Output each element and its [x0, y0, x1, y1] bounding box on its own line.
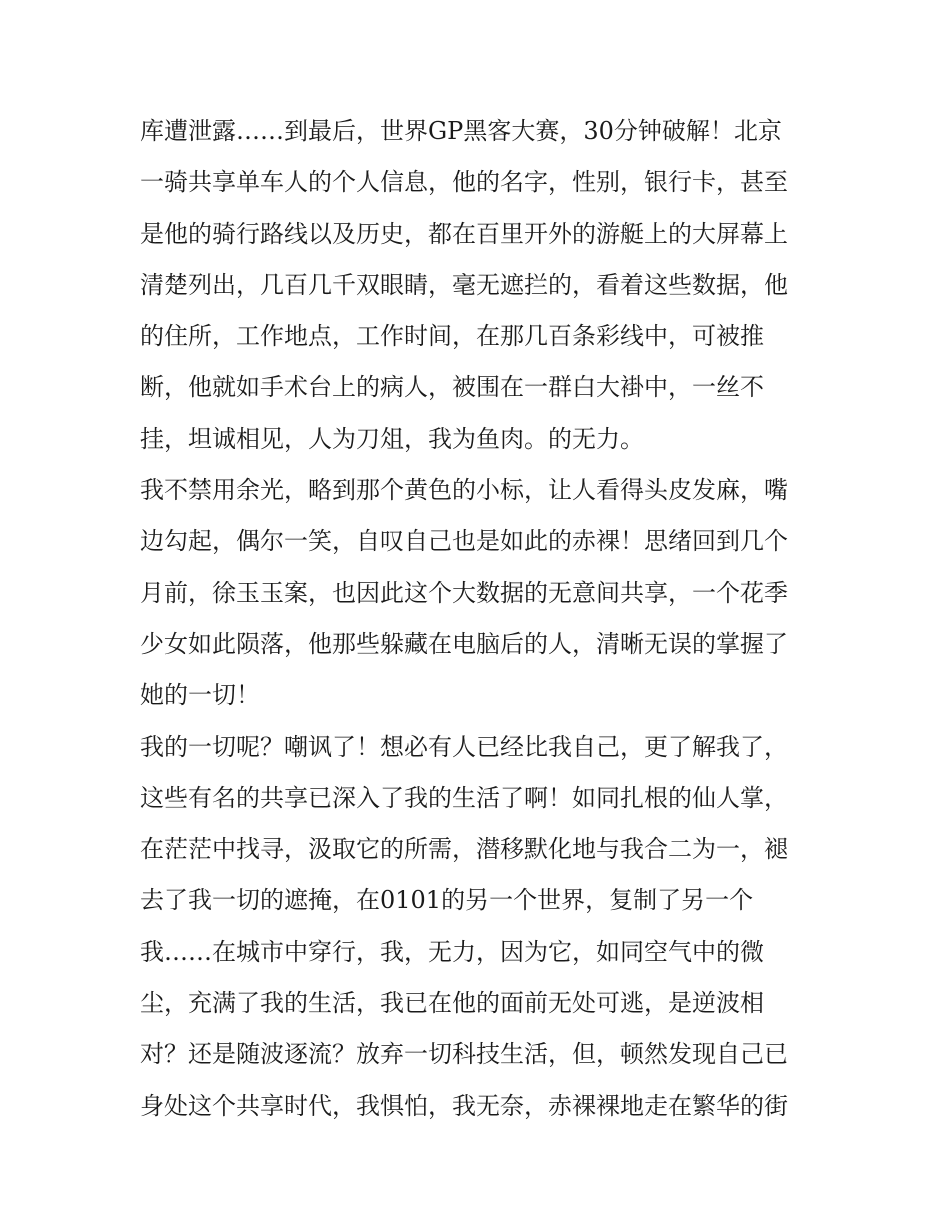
- text-line: 我……在城市中穿行，我，无力，因为它，如同空气中的微: [140, 937, 764, 966]
- text-line: 是他的骑行路线以及历史，都在百里开外的游艇上的大屏幕上: [140, 219, 788, 248]
- text-line: 断，他就如手术台上的病人，被围在一群白大褂中，一丝不: [140, 373, 764, 402]
- text-line: 少女如此陨落，他那些躲藏在电脑后的人，清晰无误的掌握了: [140, 629, 788, 658]
- text-line: 在茫茫中找寻，汲取它的所需，潜移默化地与我合二为一，褪: [140, 835, 788, 864]
- text-line: 尘，充满了我的生活，我已在他的面前无处可逃，是逆波相: [140, 989, 764, 1018]
- text-line: 她的一切！: [140, 681, 260, 710]
- text-line: 我不禁用余光，略到那个黄色的小标，让人看得头皮发麻，嘴: [140, 476, 788, 505]
- text-line: 边勾起，偶尔一笑，自叹自己也是如此的赤裸！思绪回到几个: [140, 527, 788, 556]
- text-line: 挂，坦诚相见，人为刀俎，我为鱼肉。的无力。: [140, 424, 644, 453]
- text-line: 对？还是随波逐流？放弃一切科技生活，但，顿然发现自己已: [140, 1040, 788, 1069]
- text-line: 这些有名的共享已深入了我的生活了啊！如同扎根的仙人掌，: [140, 783, 788, 812]
- text-line: 我的一切呢？嘲讽了！想必有人已经比我自己，更了解我了，: [140, 732, 788, 761]
- text-line: 一骑共享单车人的个人信息，他的名字，性别，银行卡，甚至: [140, 168, 788, 197]
- text-line: 清楚列出，几百几千双眼睛，毫无遮拦的，看着这些数据，他: [140, 270, 788, 299]
- text-line: 月前，徐玉玉案，也因此这个大数据的无意间共享，一个花季: [140, 578, 788, 607]
- text-line: 去了我一切的遮掩，在0101的另一个世界，复制了另一个: [140, 886, 754, 915]
- text-line: 的住所，工作地点，工作时间，在那几百条彩线中，可被推: [140, 322, 764, 351]
- text-line: 身处这个共享时代，我惧怕，我无奈，赤裸裸地走在繁华的街: [140, 1091, 788, 1120]
- body-text: [140, 106, 830, 1132]
- text-line: 库遭泄露……到最后，世界GP黑客大赛，30分钟破解！北京: [140, 117, 782, 145]
